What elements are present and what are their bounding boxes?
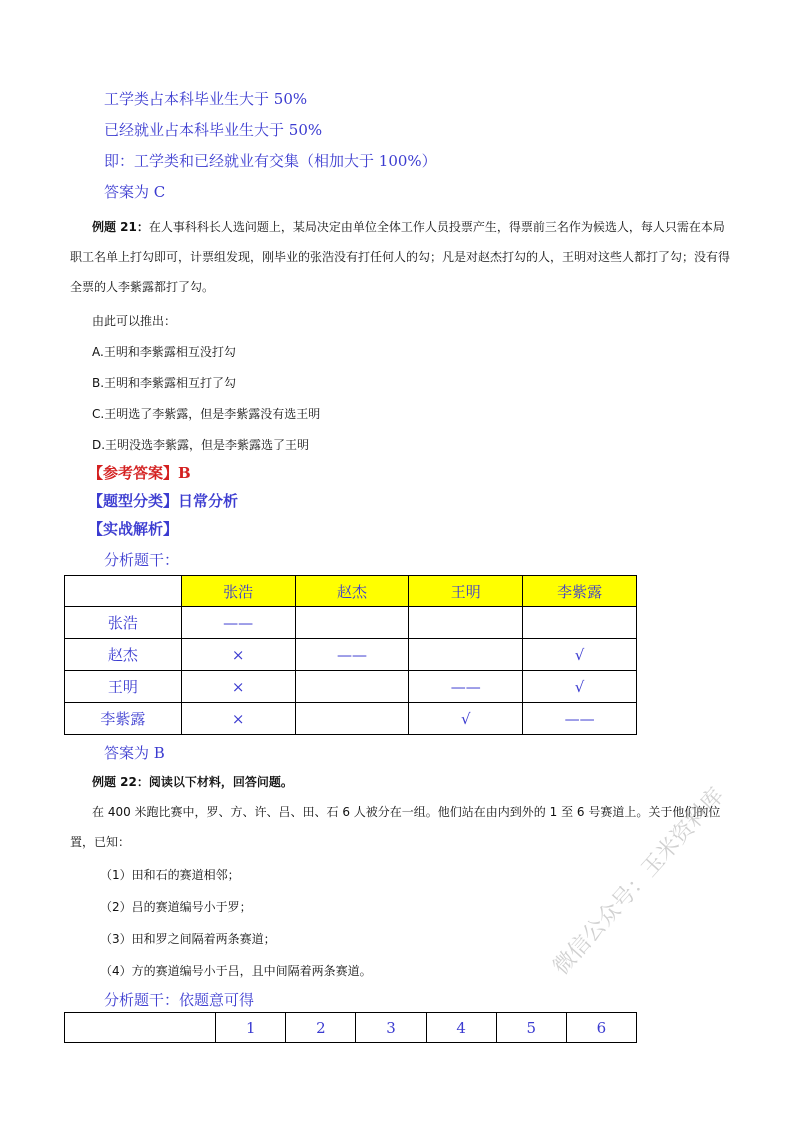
table-cell <box>295 607 409 639</box>
table-header-cell: 3 <box>356 1013 426 1043</box>
q22-condition-4: （4）方的赛道编号小于吕，且中间隔着两条赛道。 <box>100 964 372 978</box>
table-cell <box>295 671 409 703</box>
table-header-cell: 5 <box>496 1013 566 1043</box>
table-header-cell: 赵杰 <box>295 576 409 607</box>
table-cell: × <box>181 671 295 703</box>
table-cell: √ <box>523 639 637 671</box>
table-cell <box>409 639 523 671</box>
table-header-cell: 4 <box>426 1013 496 1043</box>
row-label-cell: 王明 <box>65 671 182 703</box>
table-row <box>65 1013 637 1043</box>
row-label-cell: 赵杰 <box>65 639 182 671</box>
table-cell <box>65 1013 216 1043</box>
q21-label: 例题 21： <box>92 220 149 234</box>
table-header-cell: 1 <box>216 1013 286 1043</box>
table-cell <box>523 607 637 639</box>
q22-label: 例题 22：阅读以下材料，回答问题。 <box>92 775 293 789</box>
row-label-cell: 李紫露 <box>65 703 182 735</box>
q22-condition-1: （1）田和石的赛道相邻； <box>100 868 240 882</box>
table-cell: √ <box>523 671 637 703</box>
q21-option-a: A.王明和李紫露相互没打勾 <box>92 345 236 359</box>
table-header-cell: 王明 <box>409 576 523 607</box>
intro-line-1: 工学类占本科毕业生大于 50% <box>104 90 308 108</box>
q21-question <box>70 212 730 302</box>
q22-condition-2: （2）吕的赛道编号小于罗； <box>100 900 252 914</box>
q21-option-d: D.王明没选李紫露，但是李紫露选了王明 <box>92 438 310 452</box>
table-cell <box>409 607 523 639</box>
q22-text: 在 400 米跑比赛中，罗、方、许、吕、田、石 6 人被分在一组。他们站在由内到外的 1 至 6 号赛道上。关于他们的位置，已知： <box>70 805 721 849</box>
q21-text: 在人事科科长人选问题上，某局决定由单位全体工作人员投票产生，得票前三名作为候选人，每人只需在本局职工名单上打勾即可，计票组发现，刚毕业的张浩没有打任何人的勾；凡是对赵杰打勾的人，王明对这些人都打了勾；没有得全票的人李紫露都打了勾。 <box>70 220 731 294</box>
watermark: 微信公众号：玉米资料库 <box>548 783 730 981</box>
q21-answer: 答案为 B <box>104 744 165 762</box>
table-cell: —— <box>295 639 409 671</box>
table-header-cell: 李紫露 <box>523 576 637 607</box>
row-label-cell: 张浩 <box>65 607 182 639</box>
table-header-cell: 6 <box>566 1013 636 1043</box>
table-row <box>65 639 637 671</box>
table-row <box>65 671 637 703</box>
table-cell: × <box>181 703 295 735</box>
table-cell: —— <box>181 607 295 639</box>
table-row <box>65 703 637 735</box>
table-cell <box>65 576 182 607</box>
table-cell <box>295 703 409 735</box>
table-cell: —— <box>409 671 523 703</box>
table-cell: —— <box>523 703 637 735</box>
table-row <box>65 607 637 639</box>
intro-line-2: 已经就业占本科毕业生大于 50% <box>104 121 323 139</box>
q22-condition-3: （3）田和罗之间隔着两条赛道； <box>100 932 276 946</box>
q21-option-c: C.王明选了李紫露，但是李紫露没有选王明 <box>92 407 321 421</box>
q21-option-b: B.王明和李紫露相互打了勾 <box>92 376 237 390</box>
intro-answer: 答案为 C <box>104 183 166 201</box>
intro-line-3: 即：工学类和已经就业有交集（相加大于 100%） <box>104 152 437 170</box>
q21-prompt: 由此可以推出： <box>92 314 177 328</box>
q22-table <box>64 1012 637 1043</box>
table-cell: √ <box>409 703 523 735</box>
q22-analysis-intro: 分析题干：依题意可得 <box>104 991 255 1009</box>
q21-analysis-intro: 分析题干： <box>104 551 180 569</box>
q21-table <box>64 575 637 735</box>
q21-type: 【题型分类】日常分析 <box>88 492 239 510</box>
table-header-cell: 张浩 <box>181 576 295 607</box>
q21-ref-answer: 【参考答案】B <box>88 464 191 482</box>
table-row <box>65 576 637 607</box>
table-cell: × <box>181 639 295 671</box>
q21-analysis-head: 【实战解析】 <box>88 520 179 538</box>
table-header-cell: 2 <box>286 1013 356 1043</box>
